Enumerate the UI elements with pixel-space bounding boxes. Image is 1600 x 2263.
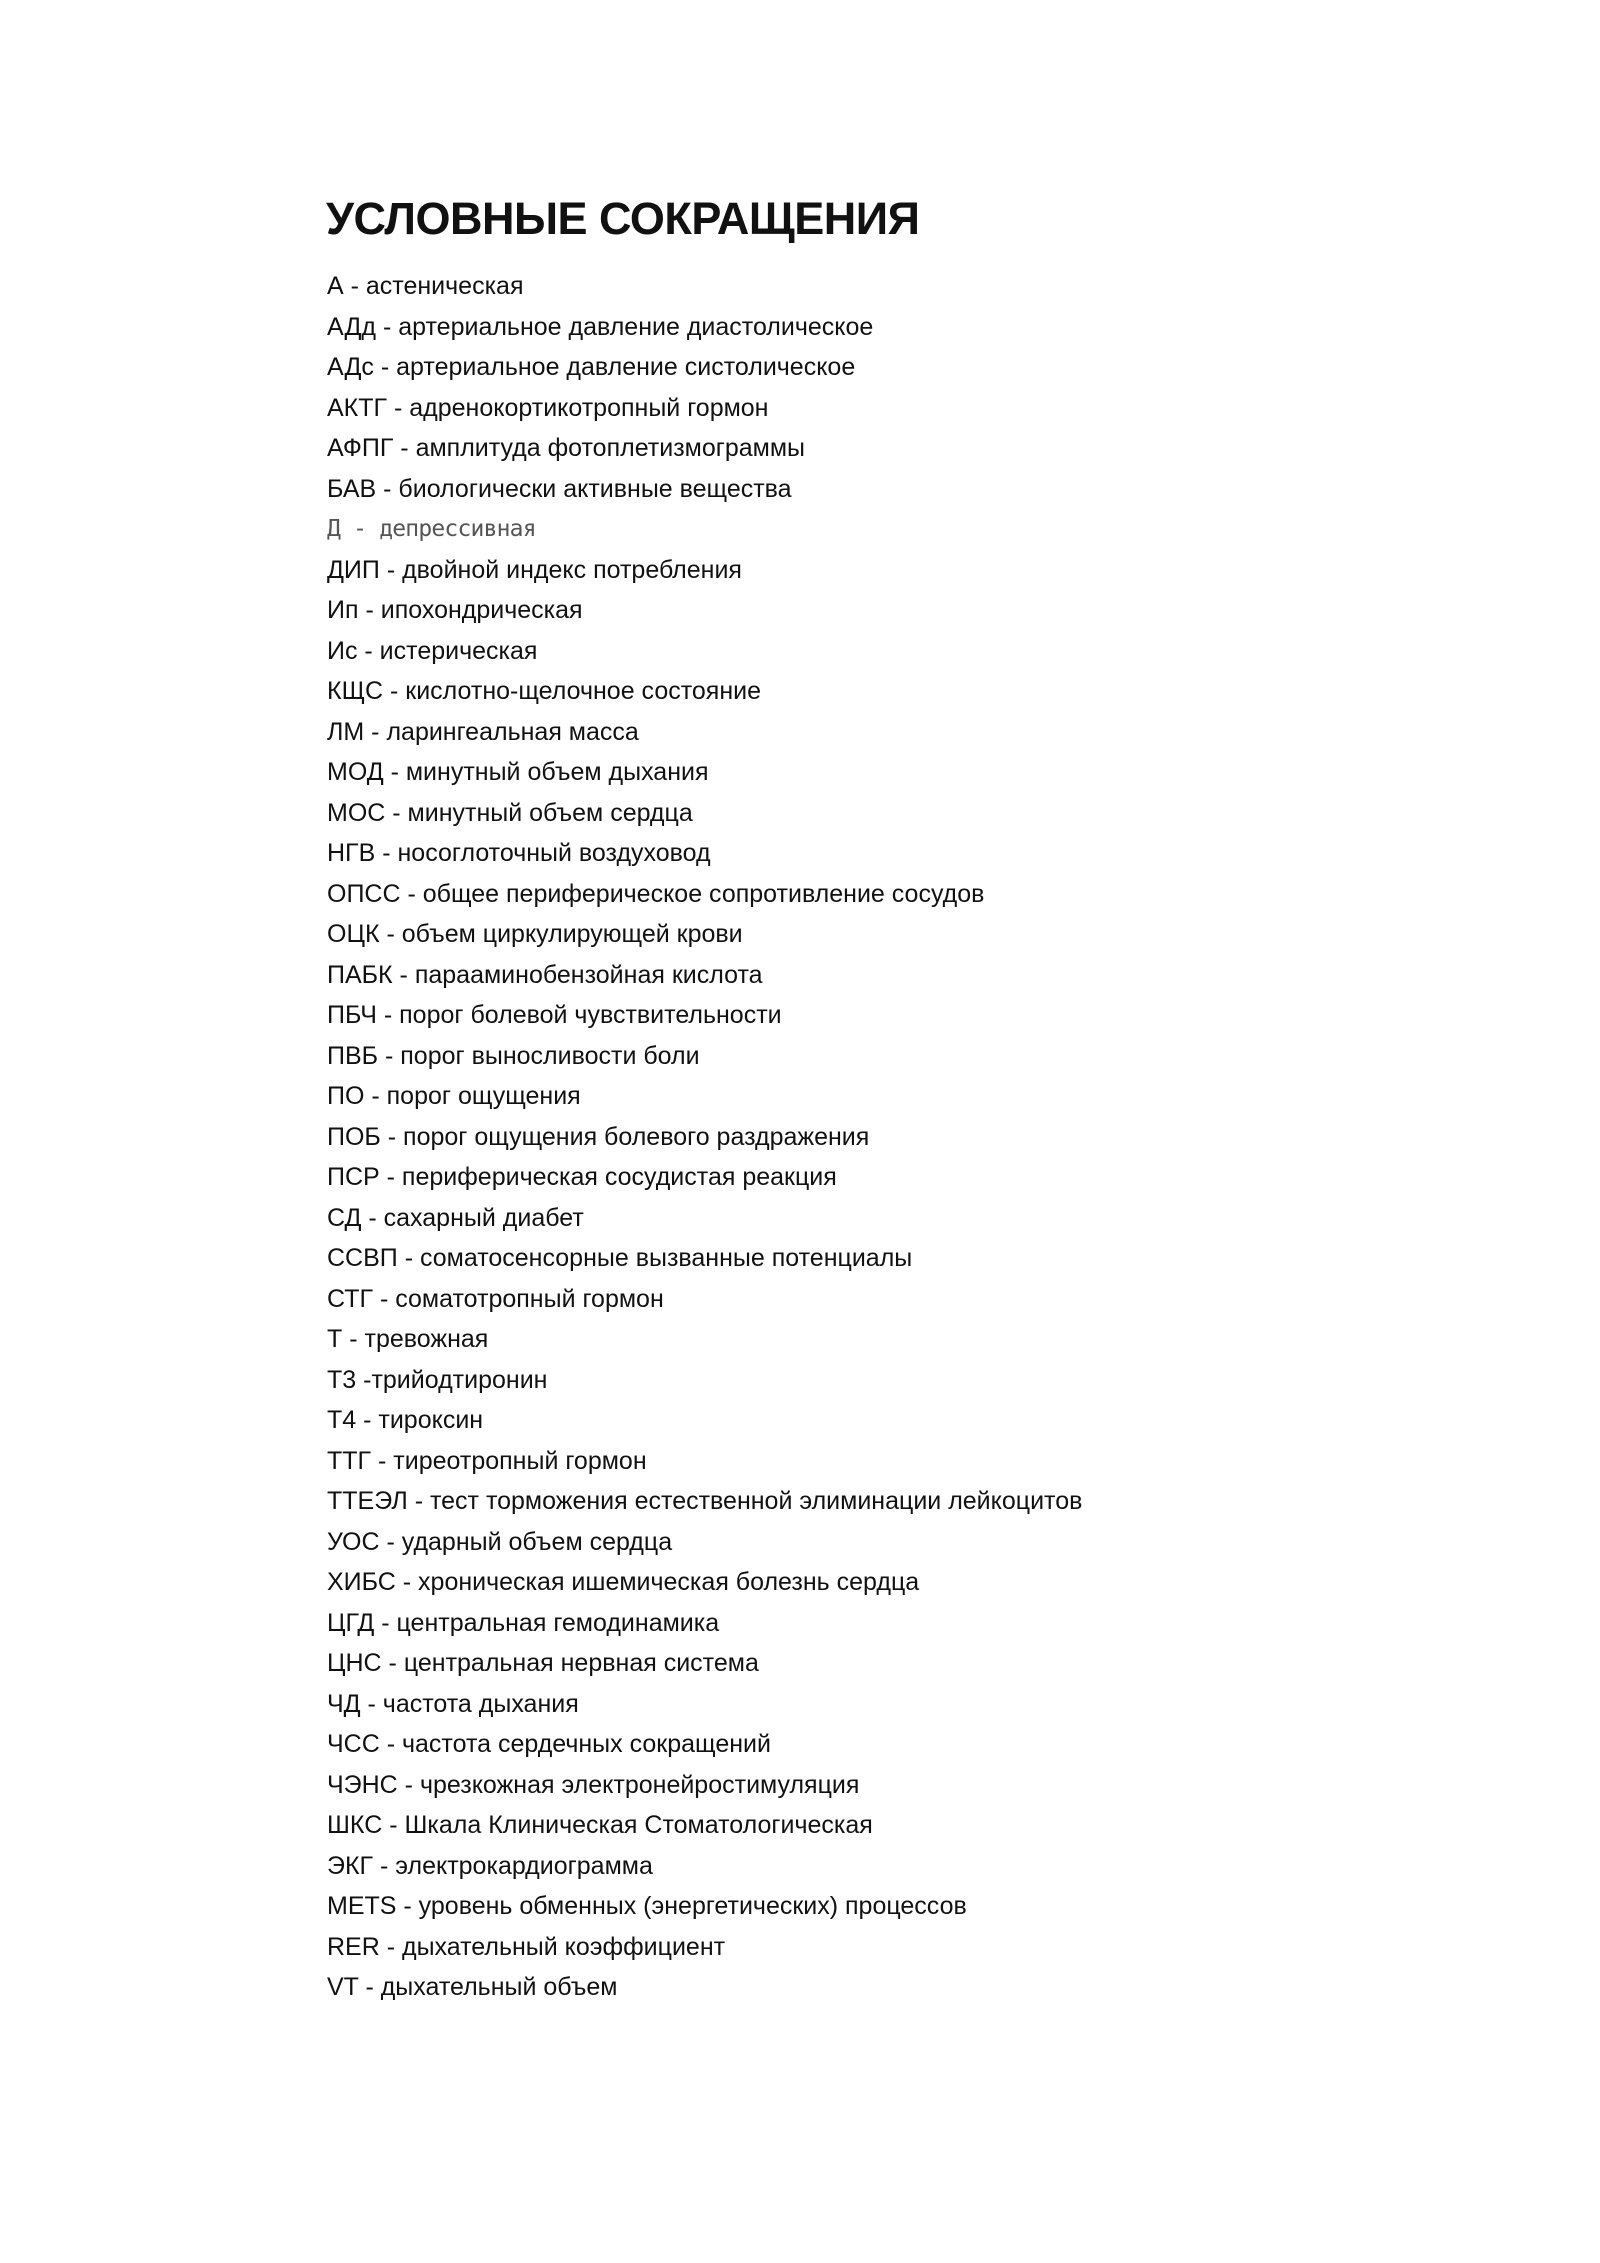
abbreviation-item: Т4 - тироксин bbox=[327, 1406, 484, 1434]
abbreviation-item: ПСР - периферическая сосудистая реакция bbox=[327, 1163, 837, 1191]
abbreviation-item: ТТЕЭЛ - тест торможения естественной элиминации лейкоцитов bbox=[327, 1487, 1083, 1515]
abbreviation-item: METS - уровень обменных (энергетических) процессов bbox=[327, 1892, 967, 1920]
abbreviation-item: КЩС - кислотно-щелочное состояние bbox=[327, 677, 762, 705]
abbreviation-item: ЦНС - центральная нервная система bbox=[327, 1649, 759, 1677]
abbreviation-item: АКТГ - адренокортикотропный гормон bbox=[327, 393, 769, 422]
abbreviation-item: ЭКГ - электрокардиограмма bbox=[327, 1851, 653, 1880]
page-title: УСЛОВНЫЕ СОКРАЩЕНИЯ bbox=[326, 193, 920, 244]
abbreviation-item: ШКС - Шкала Клиническая Стоматологическая bbox=[327, 1811, 873, 1839]
abbreviation-item: БАВ - биологически активные вещества bbox=[327, 474, 792, 503]
abbreviation-item: ЛМ - ларингеальная масса bbox=[327, 717, 639, 746]
abbreviation-item: УОС - ударный объем сердца bbox=[327, 1527, 673, 1556]
abbreviation-item: ЧД - частота дыхания bbox=[327, 1689, 579, 1718]
abbreviation-item: АДд - артериальное давление диастолическое bbox=[327, 312, 874, 341]
abbreviation-item: ОЦК - объем циркулирующей крови bbox=[327, 920, 743, 948]
abbreviation-item: Ип - ипохондрическая bbox=[327, 596, 583, 624]
abbreviation-item: ОПСС - общее периферическое сопротивление сосудов bbox=[327, 879, 985, 908]
abbreviation-item: ЧЭНС - чрезкожная электронейростимуляция bbox=[327, 1770, 860, 1799]
abbreviation-item: СТГ - соматотропный гормон bbox=[327, 1284, 664, 1313]
abbreviation-item: ДИП - двойной индекс потребления bbox=[327, 555, 742, 584]
abbreviation-item: ССВП - соматосенсорные вызванные потенциалы bbox=[327, 1244, 913, 1272]
abbreviation-item: АДс - артериальное давление систолическое bbox=[327, 353, 856, 381]
abbreviation-item: ЧСС - частота сердечных сокращений bbox=[327, 1730, 771, 1758]
abbreviation-item: АФПГ - амплитуда фотоплетизмограммы bbox=[327, 434, 806, 462]
abbreviation-item: VT - дыхательный объем bbox=[327, 1973, 618, 2001]
abbreviation-item: Ис - истерическая bbox=[327, 636, 538, 665]
abbreviation-item: Т - тревожная bbox=[327, 1325, 489, 1353]
abbreviation-item: ПОБ - порог ощущения болевого раздражения bbox=[327, 1122, 870, 1151]
abbreviation-item: ХИБС - хроническая ишемическая болезнь сердца bbox=[327, 1568, 920, 1596]
abbreviation-item: ТТГ - тиреотропный гормон bbox=[327, 1446, 647, 1475]
abbreviation-item: ПВБ - порог выносливости боли bbox=[327, 1041, 700, 1070]
abbreviation-item: ПБЧ - порог болевой чувствительности bbox=[327, 1001, 782, 1029]
abbreviation-item: ПАБК - парааминобензойная кислота bbox=[327, 960, 763, 989]
abbreviation-item: СД - сахарный диабет bbox=[327, 1203, 584, 1232]
abbreviation-item: Т3 -трийодтиронин bbox=[327, 1365, 548, 1394]
abbreviation-item: МОД - минутный объем дыхания bbox=[327, 758, 709, 786]
abbreviation-item: А - астеническая bbox=[327, 272, 524, 300]
abbreviation-item: RER - дыхательный коэффициент bbox=[327, 1932, 726, 1961]
abbreviation-item: НГВ - носоглоточный воздуховод bbox=[327, 839, 711, 867]
abbreviation-item: ЦГД - центральная гемодинамика bbox=[327, 1608, 720, 1637]
abbreviation-item: МОС - минутный объем сердца bbox=[327, 798, 693, 827]
abbreviation-item: ПО - порог ощущения bbox=[327, 1082, 581, 1110]
abbreviation-item: Д - депрессивная bbox=[327, 516, 536, 542]
abbreviation-list bbox=[327, 266, 1082, 2008]
